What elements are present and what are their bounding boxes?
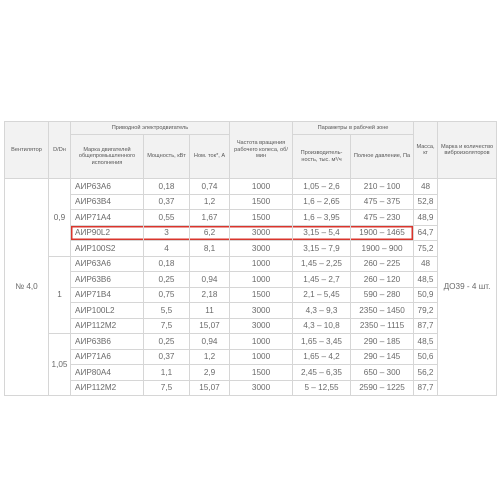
fan-number: № 4,0 — [5, 179, 49, 396]
pressure-cell: 290 – 145 — [351, 349, 414, 365]
speed-cell: 1000 — [230, 349, 293, 365]
speed-cell: 1000 — [230, 179, 293, 195]
power-cell: 0,37 — [144, 194, 190, 210]
mass-cell: 50,6 — [414, 349, 438, 365]
motor-cell: АИР63В4 — [71, 194, 144, 210]
header-params: Параметры в рабочей зоне — [293, 122, 414, 135]
current-cell — [190, 256, 230, 272]
pressure-cell: 475 – 375 — [351, 194, 414, 210]
flow-cell: 1,05 – 2,6 — [293, 179, 351, 195]
power-cell: 4 — [144, 241, 190, 257]
power-cell: 0,25 — [144, 334, 190, 350]
mass-cell: 48,5 — [414, 334, 438, 350]
pressure-cell: 2350 – 1450 — [351, 303, 414, 319]
flow-cell: 1,45 – 2,7 — [293, 272, 351, 288]
table-row — [5, 179, 497, 195]
speed-cell: 1000 — [230, 256, 293, 272]
current-cell: 0,74 — [190, 179, 230, 195]
pressure-cell: 260 – 225 — [351, 256, 414, 272]
header-fan: Вентилятор — [5, 122, 49, 179]
mass-cell: 50,9 — [414, 287, 438, 303]
speed-cell: 1000 — [230, 272, 293, 288]
current-cell: 2,9 — [190, 365, 230, 381]
power-cell: 0,75 — [144, 287, 190, 303]
flow-cell: 2,1 – 5,45 — [293, 287, 351, 303]
ratio-cell: 1,05 — [49, 334, 71, 396]
power-cell: 3 — [144, 225, 190, 241]
mass-cell: 48 — [414, 256, 438, 272]
flow-cell: 1,45 – 2,25 — [293, 256, 351, 272]
ratio-cell: 0,9 — [49, 179, 71, 257]
speed-cell: 3000 — [230, 303, 293, 319]
mass-cell: 56,2 — [414, 365, 438, 381]
current-cell: 1,2 — [190, 349, 230, 365]
table-row — [5, 194, 497, 210]
current-cell: 6,2 — [190, 225, 230, 241]
table-row-highlighted — [5, 225, 497, 241]
flow-cell: 1,65 – 3,45 — [293, 334, 351, 350]
motor-cell: АИР112М2 — [71, 318, 144, 334]
speed-cell: 3000 — [230, 380, 293, 396]
flow-cell: 3,15 – 5,4 — [293, 225, 351, 241]
flow-cell: 1,6 – 3,95 — [293, 210, 351, 226]
pressure-cell: 260 – 120 — [351, 272, 414, 288]
pressure-cell: 290 – 185 — [351, 334, 414, 350]
pressure-cell: 2590 – 1225 — [351, 380, 414, 396]
table-row — [5, 349, 497, 365]
current-cell: 2,18 — [190, 287, 230, 303]
table-row — [5, 287, 497, 303]
header-power: Мощность, кВт — [144, 135, 190, 179]
mass-cell: 75,2 — [414, 241, 438, 257]
motor-cell: АИР63А6 — [71, 256, 144, 272]
power-cell: 0,55 — [144, 210, 190, 226]
power-cell: 0,18 — [144, 256, 190, 272]
speed-cell: 1500 — [230, 210, 293, 226]
power-cell: 0,37 — [144, 349, 190, 365]
speed-cell: 1500 — [230, 365, 293, 381]
flow-cell: 3,15 – 7,9 — [293, 241, 351, 257]
pressure-cell: 1900 – 900 — [351, 241, 414, 257]
speed-cell: 1500 — [230, 194, 293, 210]
mass-cell: 48 — [414, 179, 438, 195]
pressure-cell: 650 – 300 — [351, 365, 414, 381]
mass-cell: 48,5 — [414, 272, 438, 288]
table-row — [5, 365, 497, 381]
motor-cell: АИР71А6 — [71, 349, 144, 365]
power-cell: 1,1 — [144, 365, 190, 381]
motor-cell: АИР90L2 — [71, 225, 144, 241]
flow-cell: 4,3 – 9,3 — [293, 303, 351, 319]
speed-cell: 1000 — [230, 334, 293, 350]
speed-cell: 3000 — [230, 225, 293, 241]
header-flow: Производитель-ность, тыс. м³/ч — [293, 135, 351, 179]
current-cell: 15,07 — [190, 380, 230, 396]
current-cell: 11 — [190, 303, 230, 319]
ratio-cell: 1 — [49, 256, 71, 334]
current-cell: 8,1 — [190, 241, 230, 257]
power-cell: 7,5 — [144, 380, 190, 396]
current-cell: 1,2 — [190, 194, 230, 210]
header-pressure: Полное давление, Па — [351, 135, 414, 179]
mass-cell: 48,9 — [414, 210, 438, 226]
motor-cell: АИР63В6 — [71, 272, 144, 288]
flow-cell: 2,45 – 6,35 — [293, 365, 351, 381]
motor-cell: АИР80А4 — [71, 365, 144, 381]
power-cell: 7,5 — [144, 318, 190, 334]
table-row — [5, 334, 497, 350]
current-cell: 15,07 — [190, 318, 230, 334]
header-mass: Масса, кг — [414, 122, 438, 179]
mass-cell: 79,2 — [414, 303, 438, 319]
header-vibration: Марка и количество виброизоляторов — [438, 122, 497, 179]
motor-cell: АИР100S2 — [71, 241, 144, 257]
mass-cell: 87,7 — [414, 380, 438, 396]
speed-cell: 3000 — [230, 318, 293, 334]
vibration-cell: ДО39 - 4 шт. — [438, 179, 497, 396]
table-row — [5, 272, 497, 288]
pressure-cell: 210 – 100 — [351, 179, 414, 195]
motor-cell: АИР100L2 — [71, 303, 144, 319]
table-row — [5, 210, 497, 226]
table-row — [5, 241, 497, 257]
flow-cell: 4,3 – 10,8 — [293, 318, 351, 334]
motor-cell: АИР63В6 — [71, 334, 144, 350]
motor-cell: АИР63А6 — [71, 179, 144, 195]
pressure-cell: 590 – 280 — [351, 287, 414, 303]
motor-cell: АИР112М2 — [71, 380, 144, 396]
current-cell: 1,67 — [190, 210, 230, 226]
pressure-cell: 1900 – 1465 — [351, 225, 414, 241]
motor-cell: АИР71А4 — [71, 210, 144, 226]
mass-cell: 52,8 — [414, 194, 438, 210]
current-cell: 0,94 — [190, 334, 230, 350]
table-row — [5, 380, 497, 396]
speed-cell: 3000 — [230, 241, 293, 257]
header-motor: Марка двигателей общепромышленного исполнения — [71, 135, 144, 179]
mass-cell: 64,7 — [414, 225, 438, 241]
table-row — [5, 318, 497, 334]
header-current: Ном. ток*, А — [190, 135, 230, 179]
motor-cell: АИР71В4 — [71, 287, 144, 303]
flow-cell: 1,6 – 2,65 — [293, 194, 351, 210]
table-row — [5, 303, 497, 319]
header-ratio: D/Dн — [49, 122, 71, 179]
speed-cell: 1500 — [230, 287, 293, 303]
header-drive: Приводной электродвигатель — [71, 122, 230, 135]
fan-spec-table — [4, 121, 497, 396]
power-cell: 0,18 — [144, 179, 190, 195]
flow-cell: 1,65 – 4,2 — [293, 349, 351, 365]
power-cell: 0,25 — [144, 272, 190, 288]
table-row — [5, 256, 497, 272]
power-cell: 5,5 — [144, 303, 190, 319]
pressure-cell: 2350 – 1115 — [351, 318, 414, 334]
pressure-cell: 475 – 230 — [351, 210, 414, 226]
header-speed: Частота вращения рабочего колеса, об/мин — [230, 122, 293, 179]
current-cell: 0,94 — [190, 272, 230, 288]
mass-cell: 87,7 — [414, 318, 438, 334]
flow-cell: 5 – 12,55 — [293, 380, 351, 396]
